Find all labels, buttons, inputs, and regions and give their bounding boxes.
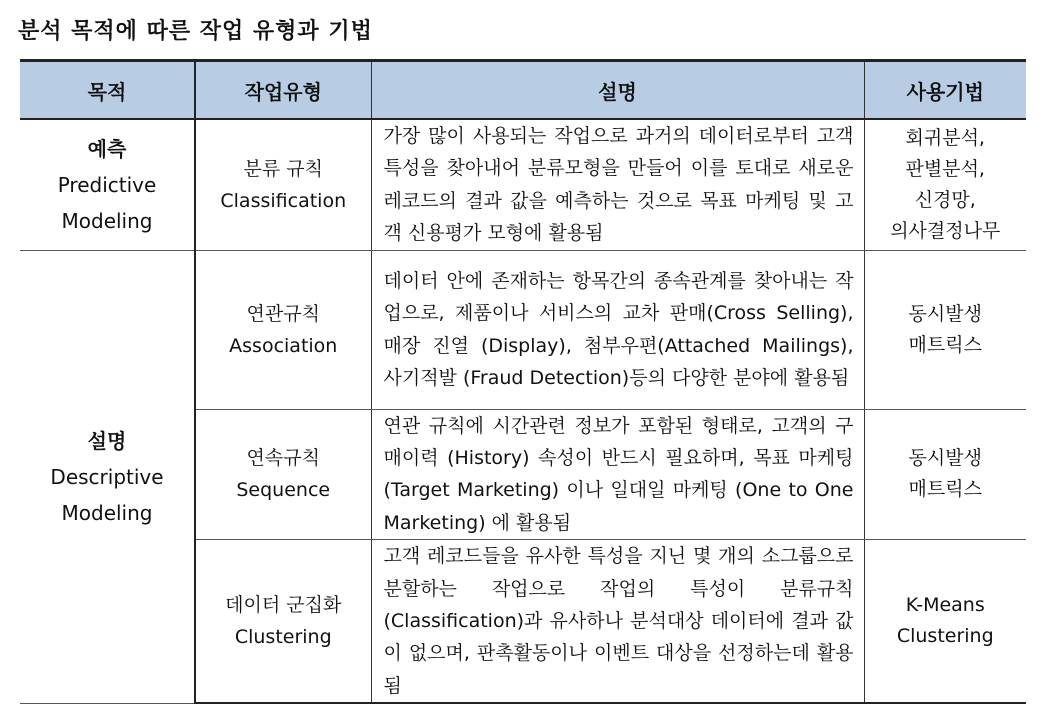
techniques-cell [864, 250, 1026, 409]
purpose-en-line2: Modeling [61, 500, 153, 525]
description-cell: 가장 많이 사용되는 작업으로 과거의 데이터로부터 고객특성을 찾아내어 분류모형을 만들어 이를 토대로 새로운 레코드의 결과 값을 예측하는 것으로 목표 마케팅 및 고객 신용평가 모형에 활용됨 [371, 119, 864, 250]
task-ko: 분류 규칙 [243, 157, 323, 180]
header-techniques: 사용기법 [864, 61, 1026, 120]
technique: 의사결정나무 [890, 219, 1001, 242]
purpose-cell-descriptive [20, 250, 195, 703]
analysis-table [20, 59, 1026, 704]
header-task-type: 작업유형 [195, 61, 371, 120]
task-en: Sequence [236, 479, 331, 502]
table-row [20, 119, 1026, 250]
task-cell [195, 540, 371, 704]
technique: 회귀분석, [905, 126, 985, 149]
techniques-cell [864, 119, 1026, 250]
purpose-ko: 설명 [87, 428, 127, 453]
task-en: Classification [220, 189, 347, 212]
task-cell [195, 409, 371, 540]
task-ko: 연관규칙 [246, 302, 320, 325]
purpose-en-line1: Descriptive [50, 464, 164, 489]
techniques-cell [864, 409, 1026, 540]
task-en: Association [229, 334, 338, 357]
task-ko: 연속규칙 [246, 447, 320, 470]
technique: K-Means [905, 594, 985, 617]
purpose-en-line1: Predictive [57, 172, 157, 197]
technique: 매트릭스 [908, 333, 982, 356]
header-description: 설명 [371, 61, 864, 120]
technique: Clustering [896, 625, 994, 648]
task-ko: 데이터 군집화 [225, 594, 342, 617]
description-cell: 데이터 안에 존재하는 항목간의 종속관계를 찾아내는 작업으로, 제품이나 서비스의 교차 판매(Cross Selling), 매장 진열 (Display), 첨부우편(Attached Mailings), 사기적발 (Fraud Detection)등의 다양한 분야에 활용됨 [371, 250, 864, 409]
purpose-ko: 예측 [87, 136, 127, 161]
description-cell: 고객 레코드들을 유사한 특성을 지닌 몇 개의 소그룹으로 분할하는 작업으로 작업의 특성이 분류규칙 (Classification)과 유사하나 분석대상 데이터에 결과 값이 없으며, 판촉활동이나 이벤트 대상을 선정하는데 활용됨 [371, 540, 864, 704]
purpose-en-line2: Modeling [61, 208, 153, 233]
technique: 동시발생 [908, 447, 982, 470]
header-row [20, 61, 1026, 120]
techniques-cell [864, 540, 1026, 704]
technique: 신경망, [914, 188, 976, 211]
header-purpose: 목적 [20, 61, 195, 120]
technique: 판별분석, [905, 157, 985, 180]
description-cell: 연관 규칙에 시간관련 정보가 포함된 형태로, 고객의 구매이력 (History) 속성이 반드시 필요하며, 목표 마케팅 (Target Marketing) 이나 일대일 마케팅 (One to One Marketing) 에 활용됨 [371, 409, 864, 540]
task-en: Clustering [234, 626, 332, 649]
purpose-cell-predictive [20, 119, 195, 250]
table-row [20, 250, 1026, 409]
technique: 동시발생 [908, 302, 982, 325]
task-cell [195, 250, 371, 409]
technique: 매트릭스 [908, 478, 982, 501]
document-title: 분석 목적에 따른 작업 유형과 기법 [18, 19, 373, 44]
task-cell [195, 119, 371, 250]
